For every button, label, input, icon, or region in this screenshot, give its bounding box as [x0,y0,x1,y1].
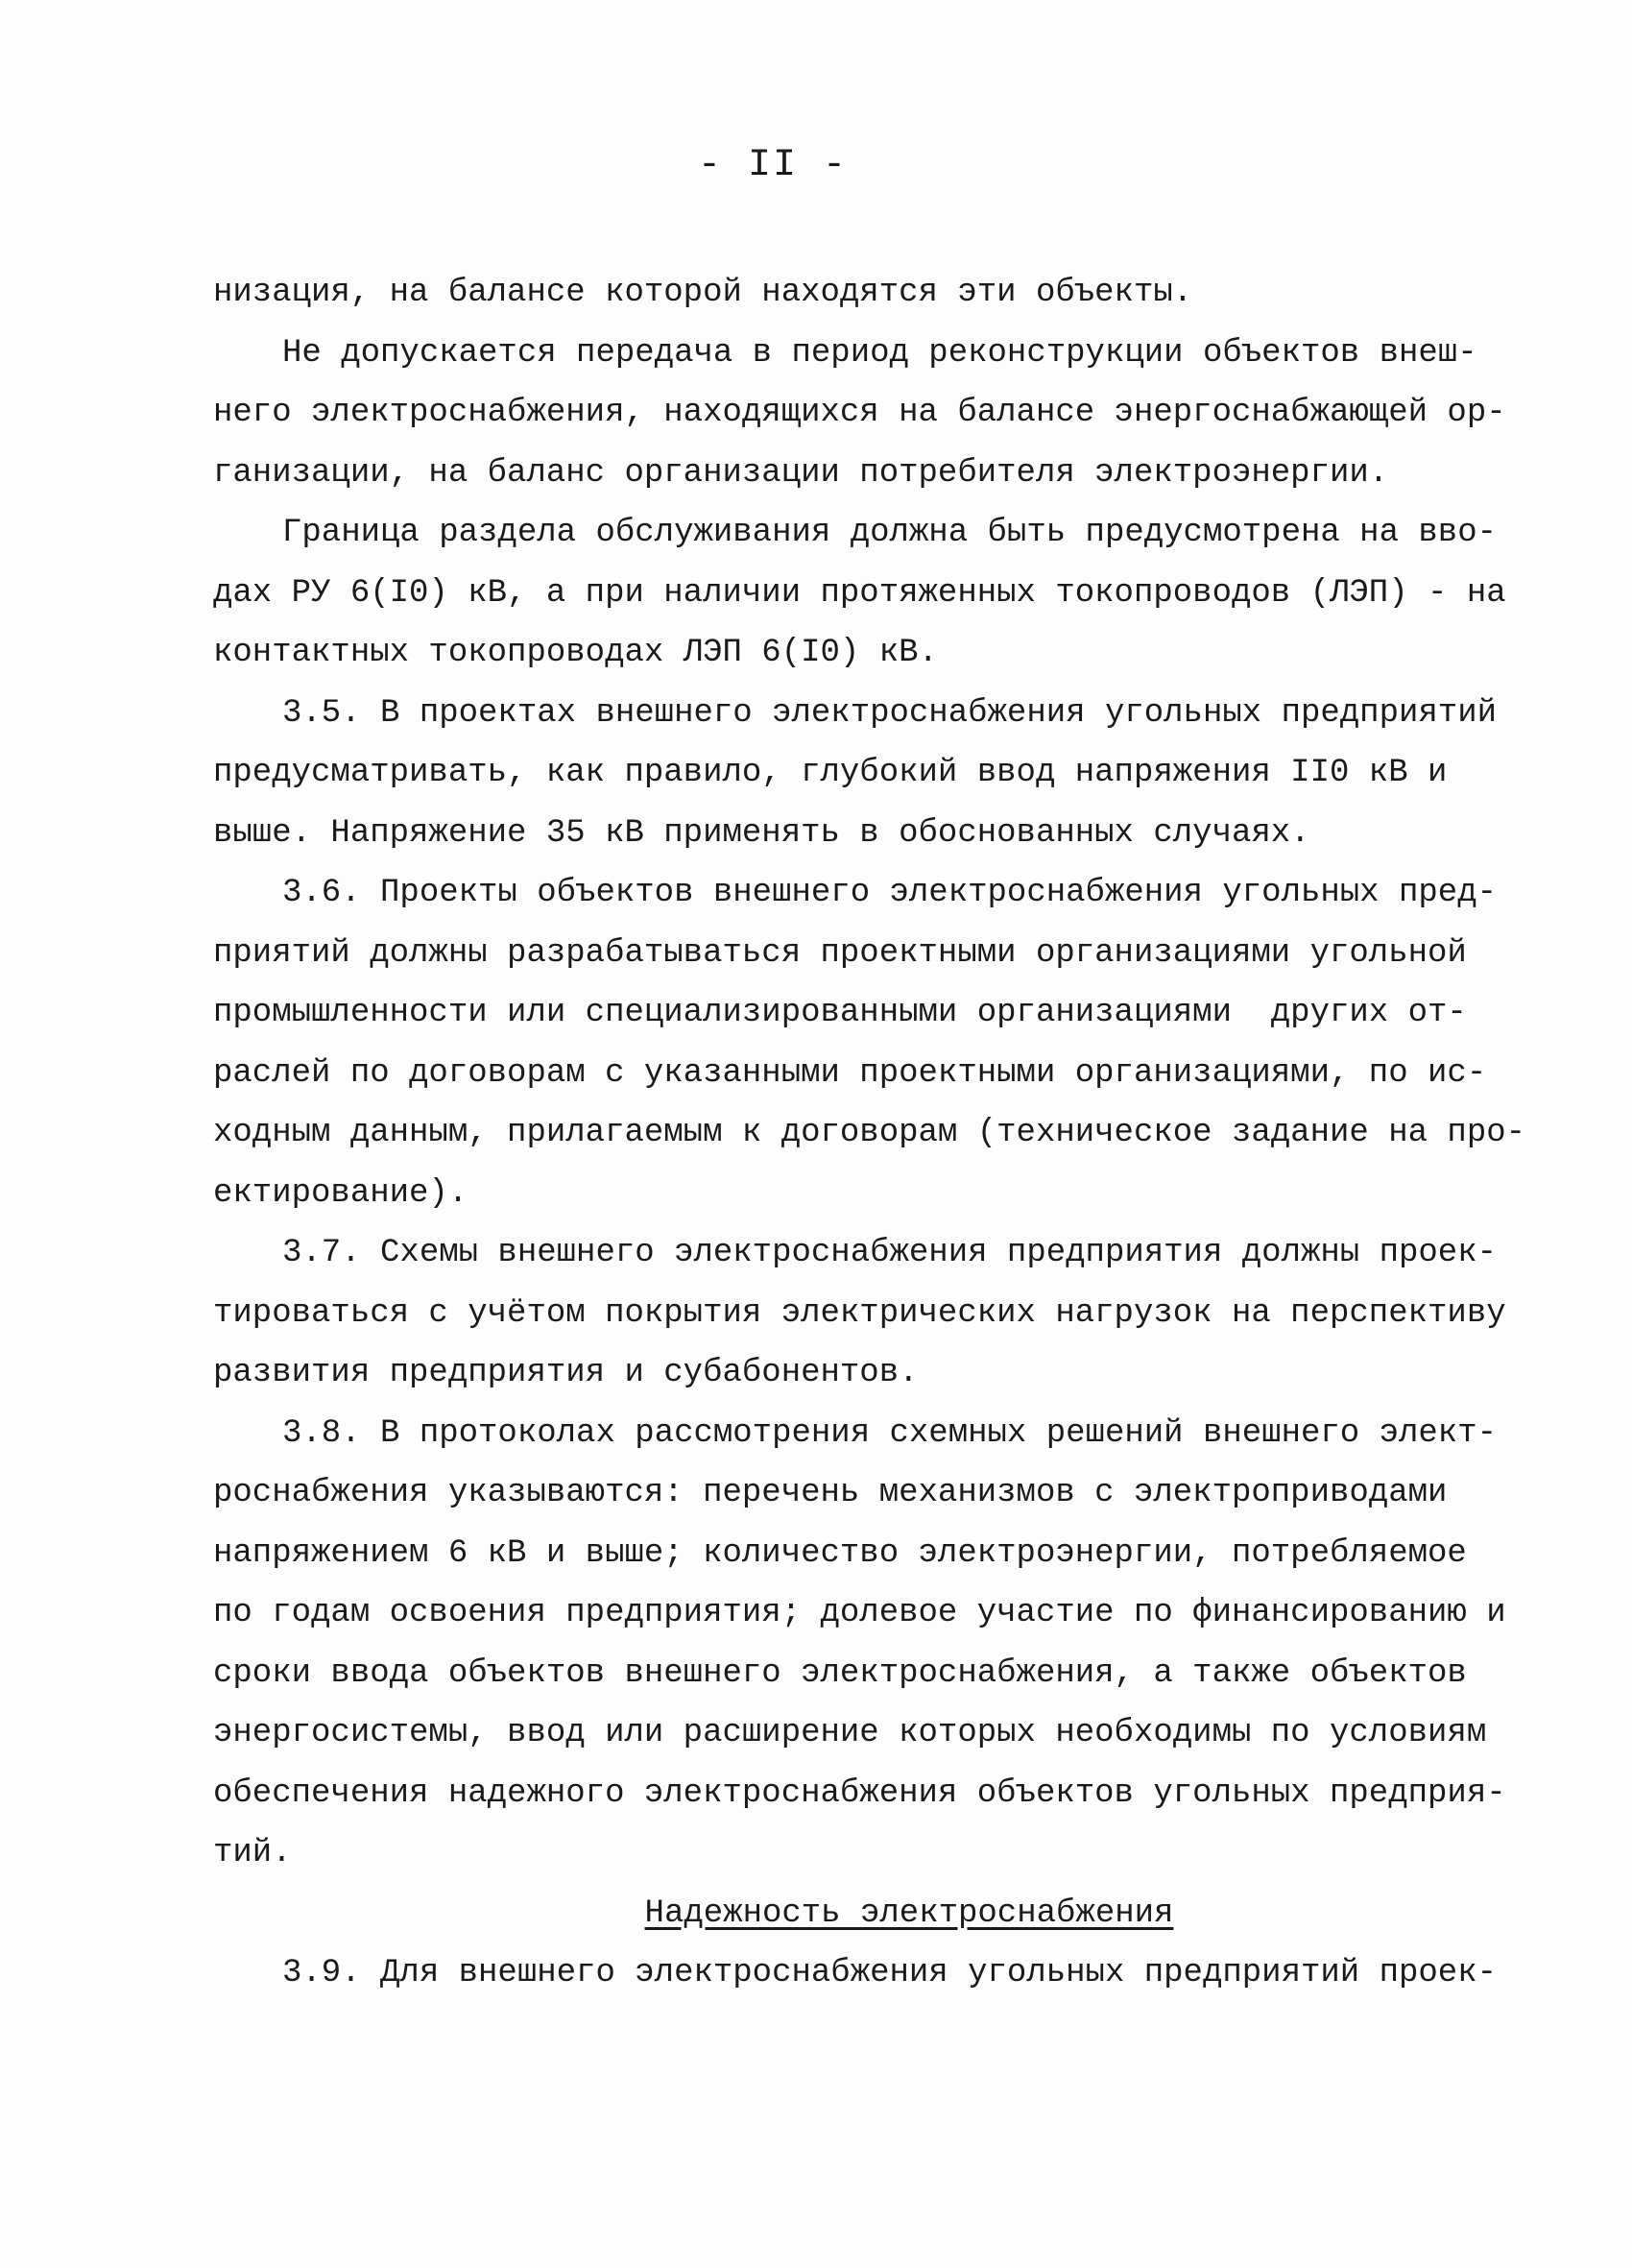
text-line: выше. Напряжение 35 кВ применять в обоснованных случаях. [213,814,1310,852]
text-line: роснабжения указываются: перечень механизмов с электроприводами [213,1475,1448,1511]
text-line: обеспечения надежного электроснабжения объектов угольных предприя- [213,1774,1506,1812]
text-line: дах РУ 6(I0) кВ, а при наличии протяженных токопроводов (ЛЭП) - на [213,574,1506,612]
text-line: раслей по договорам с указанными проектными организациями, по ис- [213,1054,1487,1092]
text-line: 3.7. Схемы внешнего электроснабжения предприятия должны проек- [282,1235,1498,1271]
section-heading [213,1884,1452,1944]
text-line: сроки ввода объектов внешнего электроснабжения, а также объектов [213,1654,1467,1692]
text-line: ходным данным, прилагаемым к договорам (техническое задание на про- [213,1115,1526,1151]
text-line: контактных токопроводах ЛЭП 6(I0) кВ. [213,635,938,671]
text-line: Не допускается передача в период реконструкции объектов внеш- [282,334,1477,372]
section-heading-text: Надежность электроснабжения [644,1894,1174,1932]
text-line: 3.8. В протоколах рассмотрения схемных решений внешнего элект- [282,1414,1498,1452]
text-line: 3.9. Для внешнего электроснабжения угольных предприятий проек- [282,1955,1498,1991]
text-line: тий. [213,1835,292,1871]
text-line: приятий должны разрабатываться проектными организациями угольной [213,934,1467,972]
text-line: тироваться с учётом покрытия электрических нагрузок на перспективу [213,1294,1506,1332]
text-line: ектирование). [213,1174,468,1212]
text-line: него электроснабжения, находящихся на балансе энергоснабжающей ор- [213,395,1506,431]
text-line: Граница раздела обслуживания должна быть предусмотрена на вво- [282,515,1498,551]
text-line: промышленности или специализированными организациями других от- [213,995,1467,1031]
text-line: напряжением 6 кВ и выше; количество электроэнергии, потребляемое [213,1534,1467,1572]
text-line: по годам освоения предприятия; долевое участие по финансированию и [213,1595,1506,1631]
text-line: 3.5. В проектах внешнего электроснабжения угольных предприятий [282,694,1498,732]
body-text [213,263,1526,2004]
text-line: предусматривать, как правило, глубокий ввод напряжения II0 кВ и [213,755,1448,791]
text-line: 3.6. Проекты объектов внешнего электроснабжения угольных пред- [282,875,1498,911]
page-number: - II - [697,144,849,187]
text-line: развития предприятия и субабонентов. [213,1355,919,1391]
text-line: низация, на балансе которой находятся эти объекты. [213,275,1193,311]
text-line: ганизации, на баланс организации потребителя электроэнергии. [213,454,1389,492]
text-line: энергосистемы, ввод или расширение которых необходимы по условиям [213,1715,1487,1751]
